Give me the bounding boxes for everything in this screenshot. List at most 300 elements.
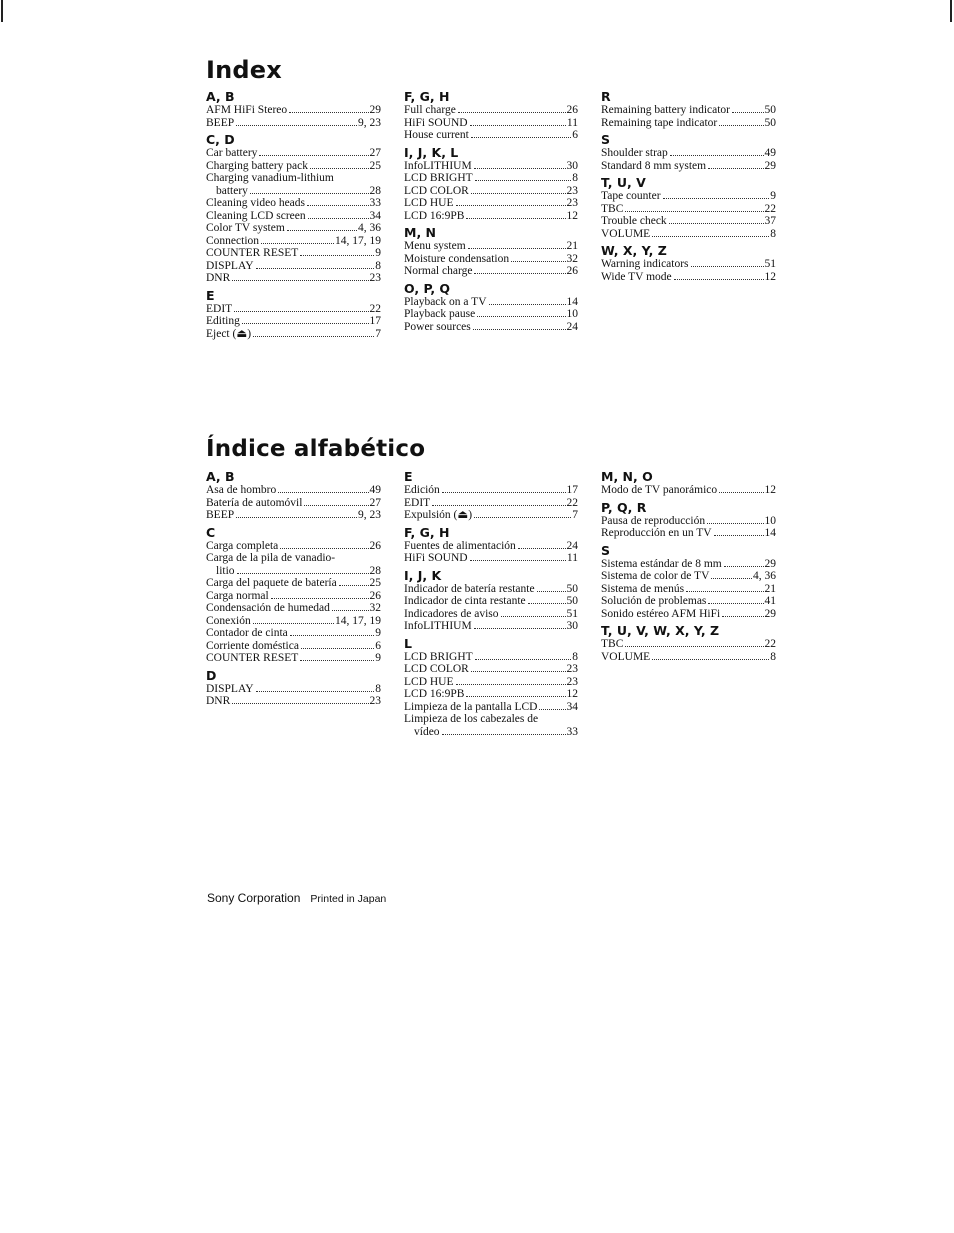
index-entry	[404, 129, 578, 142]
letter-group-heading: T, U, V	[601, 175, 646, 190]
entry-term: Solución de problemas	[601, 595, 707, 607]
index-entry	[206, 497, 381, 510]
index-entry	[206, 222, 381, 235]
entry-page-number: 17	[566, 484, 578, 496]
index-entry	[404, 265, 578, 278]
entry-term: Pausa de reproducción	[601, 514, 706, 527]
dot-leader	[471, 137, 571, 138]
entry-page-number: 12	[566, 688, 578, 700]
entry-page-number: 32	[566, 252, 578, 265]
entry-term: Tape counter	[601, 190, 661, 202]
dot-leader	[708, 603, 763, 604]
entry-term: Indicador de cinta restante	[404, 595, 526, 607]
indice-column-1	[206, 469, 381, 708]
letter-group-heading: I, J, K	[404, 567, 442, 583]
entry-page-number: 9, 23	[358, 116, 381, 129]
dot-leader	[442, 492, 566, 493]
entry-term: Trouble check	[601, 215, 667, 227]
dot-leader	[232, 280, 368, 281]
entry-page-number: 50	[764, 104, 776, 116]
index-entry	[404, 509, 578, 522]
entry-term: Moisture condensation	[404, 252, 510, 265]
index-entry	[206, 565, 381, 578]
dot-leader	[278, 492, 368, 493]
entry-term: Warning indicators	[601, 258, 689, 270]
index-entry	[206, 602, 381, 615]
entry-page-number: 6	[572, 129, 578, 141]
index-entry	[206, 328, 381, 341]
dot-leader	[674, 279, 764, 280]
entry-term: Batería de automóvil	[206, 496, 303, 509]
entry-term: Asa de hombro	[206, 484, 277, 496]
entry-term: Cleaning video heads	[206, 197, 306, 209]
dot-leader	[471, 193, 566, 194]
entry-page-number: 14, 17, 19	[335, 614, 381, 627]
index-column-1	[206, 89, 381, 340]
entry-term: Fuentes de alimentación	[404, 539, 516, 552]
letter-group-heading: D	[206, 667, 217, 683]
index-entry	[206, 185, 381, 198]
dot-leader	[432, 505, 565, 506]
entry-page-number: 25	[369, 577, 381, 589]
dot-leader	[511, 261, 565, 262]
index-entry	[601, 595, 776, 608]
entry-page-number: 50	[764, 116, 776, 129]
dot-leader	[339, 585, 369, 586]
dot-leader	[261, 243, 334, 244]
dot-leader	[253, 336, 374, 337]
entry-term: LCD COLOR	[404, 184, 469, 197]
entry-page-number: 34	[566, 700, 578, 713]
dot-leader	[489, 304, 566, 305]
entry-term: DISPLAY	[206, 259, 254, 272]
dot-leader	[474, 628, 566, 629]
index-entry	[601, 651, 776, 664]
index-entry	[404, 676, 578, 689]
dot-leader	[474, 273, 565, 274]
entry-term: LCD HUE	[404, 675, 454, 688]
entry-page-number: 26	[566, 104, 578, 116]
entry-page-number: 25	[369, 159, 381, 172]
dot-leader	[473, 329, 566, 330]
entry-page-number: 12	[764, 270, 776, 283]
index-entry	[404, 308, 578, 321]
index-entry	[404, 651, 578, 664]
footer-company: Sony Corporation	[207, 891, 301, 905]
entry-term: Conexión	[206, 614, 251, 627]
entry-page-number: 10	[764, 514, 776, 527]
dot-leader	[300, 255, 374, 256]
dot-leader	[456, 205, 566, 206]
entry-page-number: 32	[369, 602, 381, 614]
entry-term: EDIT	[206, 302, 233, 315]
dot-leader	[537, 591, 566, 592]
dot-leader	[250, 193, 369, 194]
entry-term: LCD BRIGHT	[404, 172, 473, 184]
index-entry	[206, 210, 381, 223]
entry-page-number: 22	[369, 302, 381, 315]
index-entry	[404, 608, 578, 621]
index-entry	[404, 160, 578, 173]
entry-term: Power sources	[404, 320, 471, 333]
entry-page-number: 50	[566, 582, 578, 595]
entry-term: VOLUME	[601, 650, 651, 663]
entry-term: Shoulder strap	[601, 147, 668, 159]
entry-term: HiFi SOUND	[404, 552, 468, 564]
entry-term: Playback on a TV	[404, 295, 487, 308]
dot-leader	[475, 180, 572, 181]
index-entry	[601, 583, 776, 596]
dot-leader	[442, 734, 566, 735]
entry-page-number: 8	[375, 259, 381, 272]
index-entry	[206, 315, 381, 328]
entry-term: Charging battery pack	[206, 159, 308, 172]
dot-leader	[290, 635, 374, 636]
entry-term: Full charge	[404, 104, 456, 116]
footer	[207, 891, 386, 905]
index-column-3	[601, 89, 776, 283]
indice-column-3	[601, 469, 776, 663]
index-entry	[404, 296, 578, 309]
index-entry	[206, 172, 381, 185]
dot-leader	[707, 523, 763, 524]
letter-group-heading: A, B	[206, 89, 235, 104]
dot-leader	[466, 696, 565, 697]
entry-term: Carga normal	[206, 589, 269, 602]
entry-term: Modo de TV panorámico	[601, 484, 718, 496]
entry-page-number: 9	[375, 627, 381, 639]
entry-page-number: 22	[764, 202, 776, 215]
dot-leader	[518, 548, 566, 549]
index-entry	[206, 627, 381, 640]
entry-page-number: 41	[764, 595, 776, 607]
entry-page-number: 23	[566, 197, 578, 209]
entry-page-number: 8	[572, 650, 578, 663]
dot-leader	[470, 560, 566, 561]
letter-group-heading: L	[404, 635, 412, 651]
index-entry	[206, 652, 381, 665]
entry-term: Limpieza de la pantalla LCD	[404, 700, 538, 713]
entry-page-number: 23	[566, 675, 578, 688]
entry-page-number: 30	[566, 159, 578, 172]
entry-page-number: 51	[764, 258, 776, 270]
dot-leader	[256, 268, 375, 269]
entry-page-number: 29	[764, 557, 776, 570]
entry-page-number: 10	[566, 308, 578, 320]
index-entry	[206, 509, 381, 522]
index-entry	[206, 247, 381, 260]
index-entry	[206, 197, 381, 210]
entry-term: AFM HiFi Stereo	[206, 104, 288, 116]
entry-term: Condensación de humedad	[206, 602, 330, 614]
entry-page-number: 27	[369, 496, 381, 509]
index-entry	[404, 713, 578, 726]
entry-term: Sistema de color de TV	[601, 570, 710, 582]
index-entry	[404, 210, 578, 223]
dot-leader	[719, 492, 763, 493]
dot-leader	[528, 603, 566, 604]
dot-leader	[708, 168, 763, 169]
letter-group-heading: E	[206, 287, 215, 303]
index-entry	[206, 615, 381, 628]
dot-leader	[236, 125, 357, 126]
index-entry	[601, 484, 776, 497]
dot-leader	[307, 205, 368, 206]
entry-term: Menu system	[404, 240, 466, 252]
entry-page-number: 9	[375, 652, 381, 664]
dot-leader	[300, 660, 374, 661]
entry-page-number: 24	[566, 539, 578, 552]
dot-leader	[474, 517, 571, 518]
entry-page-number: 22	[764, 638, 776, 650]
entry-page-number: 21	[566, 240, 578, 252]
entry-term: LCD 16:9PB	[404, 688, 465, 700]
entry-term: COUNTER RESET	[206, 652, 299, 664]
index-entry	[404, 240, 578, 253]
index-entry	[601, 271, 776, 284]
index-entry	[601, 203, 776, 216]
index-entry	[404, 701, 578, 714]
entry-page-number: 49	[369, 484, 381, 496]
letter-group-heading: F, G, H	[404, 89, 450, 104]
dot-leader	[724, 566, 764, 567]
entry-term: COUNTER RESET	[206, 247, 299, 259]
dot-leader	[289, 112, 368, 113]
dot-leader	[669, 223, 764, 224]
index-entry	[404, 726, 578, 739]
dot-leader	[242, 323, 369, 324]
entry-page-number: 8	[375, 682, 381, 695]
entry-page-number: 29	[764, 607, 776, 620]
index-entry	[206, 552, 381, 565]
entry-page-number: 9	[770, 190, 776, 202]
index-entry	[206, 104, 381, 117]
index-entry	[601, 527, 776, 540]
index-entry	[404, 540, 578, 553]
entry-term: Color TV system	[206, 222, 285, 234]
index-entry	[404, 484, 578, 497]
entry-term: DNR	[206, 695, 231, 707]
entry-page-number: 8	[572, 172, 578, 184]
dot-leader	[732, 112, 763, 113]
index-entry	[206, 303, 381, 316]
dot-leader	[714, 535, 764, 536]
index-entry	[404, 497, 578, 510]
dot-leader	[722, 616, 763, 617]
index-entry	[404, 663, 578, 676]
entry-term: Reproducción en un TV	[601, 527, 712, 539]
letter-group-heading: M, N, O	[601, 469, 653, 484]
footer-printed: Printed in Japan	[310, 893, 387, 905]
dot-leader	[259, 155, 368, 156]
index-entry	[206, 484, 381, 497]
entry-page-number: 14, 17, 19	[335, 234, 381, 247]
entry-term: HiFi SOUND	[404, 116, 468, 129]
index-entry	[601, 147, 776, 160]
entry-page-number: 23	[566, 663, 578, 675]
dot-leader	[466, 218, 565, 219]
entry-term: BEEP	[206, 509, 235, 521]
index-entry	[601, 228, 776, 241]
index-column-2	[404, 89, 578, 333]
index-entry	[404, 595, 578, 608]
dot-leader	[719, 125, 763, 126]
index-entry	[601, 258, 776, 271]
index-entry	[601, 190, 776, 203]
entry-term: LCD COLOR	[404, 663, 469, 675]
index-entry	[601, 638, 776, 651]
entry-term: Edición	[404, 484, 440, 496]
index-entry	[404, 117, 578, 130]
entry-term: Carga de la pila de vanadio-	[206, 552, 336, 564]
entry-term: Charging vanadium-lithium	[206, 172, 334, 184]
entry-page-number: 24	[566, 320, 578, 333]
entry-page-number: 49	[764, 147, 776, 159]
entry-page-number: 4, 36	[753, 570, 776, 582]
entry-term: Remaining battery indicator	[601, 104, 731, 116]
entry-page-number: 27	[369, 147, 381, 159]
index-entry	[404, 197, 578, 210]
letter-group-heading: S	[601, 132, 611, 147]
dot-leader	[237, 573, 369, 574]
letter-group-heading: I, J, K, L	[404, 144, 459, 160]
entry-page-number: 28	[369, 564, 381, 577]
indice-title: Índice alfabético	[206, 436, 426, 462]
entry-term: Carga completa	[206, 539, 279, 552]
entry-term: Sistema de menús	[601, 582, 685, 595]
entry-page-number: 7	[375, 327, 381, 340]
letter-group-heading: W, X, Y, Z	[601, 243, 667, 258]
dot-leader	[711, 578, 752, 579]
dot-leader	[287, 230, 357, 231]
entry-term: EDIT	[404, 496, 431, 509]
entry-term: Editing	[206, 315, 240, 327]
index-entry	[601, 215, 776, 228]
entry-page-number: 28	[369, 184, 381, 197]
index-entry	[601, 515, 776, 528]
entry-term: DISPLAY	[206, 682, 254, 695]
index-entry	[404, 104, 578, 117]
index-title: Index	[206, 56, 282, 84]
entry-page-number: 9	[375, 247, 381, 259]
dot-leader	[304, 505, 368, 506]
entry-term: Connection	[206, 234, 260, 247]
entry-term: battery	[216, 184, 248, 197]
indice-column-2	[404, 469, 578, 738]
dot-leader	[625, 646, 763, 647]
index-entry	[404, 185, 578, 198]
dot-leader	[332, 610, 369, 611]
entry-term: Contador de cinta	[206, 627, 288, 639]
index-entry	[404, 172, 578, 185]
entry-page-number: 12	[764, 484, 776, 496]
dot-leader	[253, 623, 334, 624]
index-entry	[601, 160, 776, 173]
dot-leader	[456, 684, 566, 685]
entry-term: LCD HUE	[404, 197, 454, 209]
index-entry	[206, 235, 381, 248]
index-entry	[206, 590, 381, 603]
index-entry	[206, 640, 381, 653]
dot-leader	[670, 155, 764, 156]
entry-page-number: 23	[566, 184, 578, 197]
index-entry	[206, 540, 381, 553]
entry-term: Carga del paquete de batería	[206, 577, 337, 589]
index-entry	[206, 147, 381, 160]
entry-term: Expulsión (⏏)	[404, 509, 473, 521]
letter-group-heading: S	[601, 542, 611, 558]
dot-leader	[280, 548, 368, 549]
entry-term: InfoLITHIUM	[404, 620, 472, 632]
dot-leader	[470, 125, 566, 126]
dot-leader	[663, 198, 770, 199]
entry-page-number: 11	[566, 116, 578, 129]
index-entry	[601, 104, 776, 117]
dot-leader	[458, 112, 566, 113]
letter-group-heading: T, U, V, W, X, Y, Z	[601, 623, 720, 638]
entry-term: LCD 16:9PB	[404, 209, 465, 222]
dot-leader	[308, 218, 369, 219]
entry-page-number: 33	[566, 725, 578, 738]
entry-term: LCD BRIGHT	[404, 650, 473, 663]
entry-term: Remaining tape indicator	[601, 116, 718, 129]
entry-term: Standard 8 mm system	[601, 159, 707, 172]
entry-page-number: 51	[566, 607, 578, 620]
letter-group-heading: M, N	[404, 225, 437, 240]
letter-group-heading: C, D	[206, 132, 235, 147]
letter-group-heading: O, P, Q	[404, 280, 451, 296]
entry-term: Corriente doméstica	[206, 639, 299, 652]
entry-term: Cleaning LCD screen	[206, 209, 306, 222]
entry-term: Wide TV mode	[601, 270, 672, 283]
entry-page-number: 26	[369, 589, 381, 602]
entry-term: Playback pause	[404, 308, 476, 320]
dot-leader	[501, 616, 566, 617]
dot-leader	[471, 671, 566, 672]
entry-term: Sistema estándar de 8 mm	[601, 557, 722, 570]
entry-term: DNR	[206, 272, 231, 284]
entry-page-number: 11	[566, 552, 578, 564]
dot-leader	[652, 236, 769, 237]
entry-term: TBC	[601, 202, 624, 215]
entry-term: InfoLITHIUM	[404, 159, 472, 172]
entry-term: Eject (⏏)	[206, 327, 252, 340]
entry-page-number: 4, 36	[358, 222, 381, 234]
left-edge-mark	[1, 0, 3, 22]
dot-leader	[301, 648, 374, 649]
entry-term: Indicador de batería restante	[404, 582, 535, 595]
entry-term: litio	[216, 564, 235, 577]
entry-page-number: 14	[566, 295, 578, 308]
letter-group-heading: P, Q, R	[601, 499, 647, 515]
entry-page-number: 34	[369, 209, 381, 222]
entry-term: Limpieza de los cabezales de	[404, 713, 539, 725]
dot-leader	[652, 659, 769, 660]
index-entry	[601, 117, 776, 130]
entry-term: BEEP	[206, 116, 235, 129]
dot-leader	[310, 168, 369, 169]
entry-page-number: 21	[764, 582, 776, 595]
dot-leader	[234, 311, 368, 312]
entry-page-number: 12	[566, 209, 578, 222]
letter-group-heading: A, B	[206, 469, 235, 484]
entry-page-number: 29	[764, 159, 776, 172]
entry-page-number: 22	[566, 496, 578, 509]
entry-page-number: 17	[369, 315, 381, 327]
entry-term: VOLUME	[601, 227, 651, 240]
dot-leader	[625, 211, 763, 212]
entry-term: Sonido estéreo AFM HiFi	[601, 607, 721, 620]
